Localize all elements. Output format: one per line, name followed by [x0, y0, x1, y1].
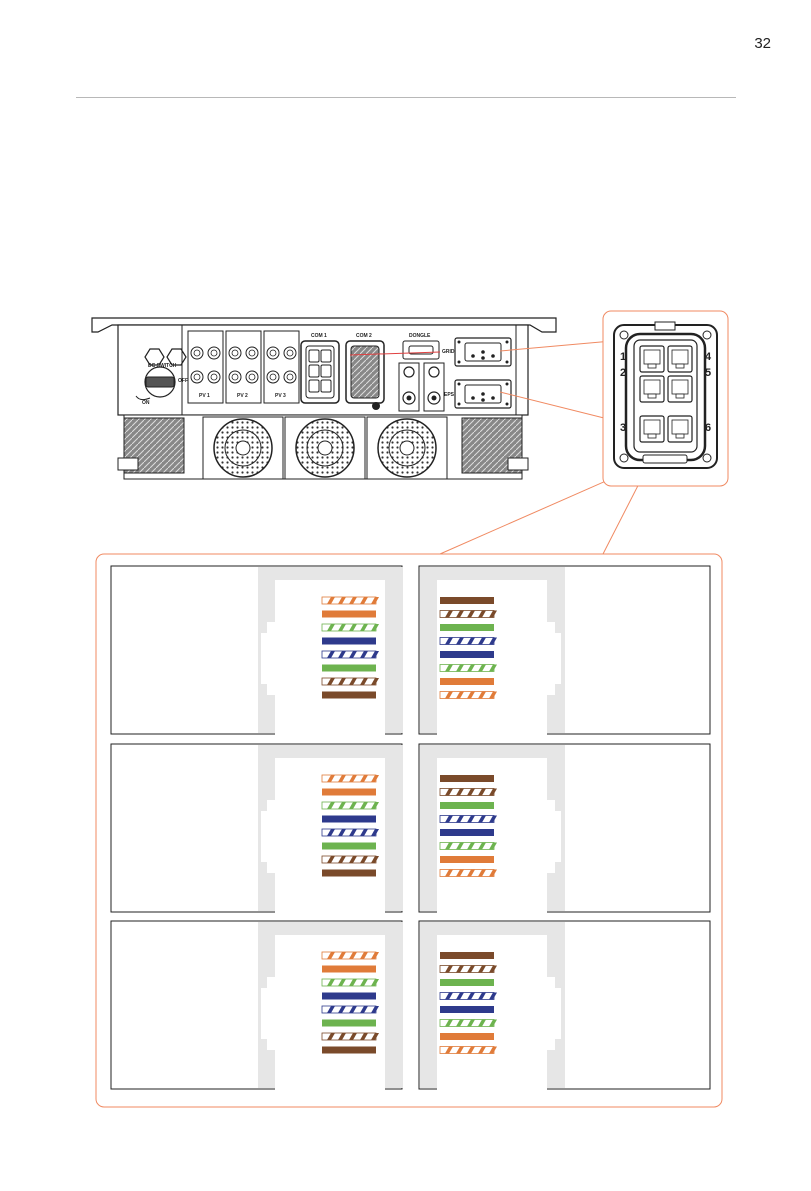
wire-brown	[322, 692, 376, 699]
bat2-port[interactable]	[424, 363, 444, 411]
bat1-port[interactable]	[399, 363, 419, 411]
screw-icon	[620, 454, 628, 462]
wiring-diagram-box	[111, 566, 403, 737]
screw-icon	[620, 331, 628, 339]
eps-label: EPS	[444, 392, 455, 398]
wire-green	[440, 802, 494, 809]
com1-socket	[309, 350, 319, 362]
wiring-diagram-box	[419, 921, 710, 1092]
pin-label-1: 1	[620, 351, 627, 363]
wire-brown	[322, 1047, 376, 1054]
wiring-diagram-box	[419, 566, 710, 737]
inverter-drawing	[92, 318, 556, 479]
wire-brown	[322, 870, 376, 877]
wire-orange	[322, 611, 376, 618]
com2-label: COM 2	[356, 333, 372, 339]
pin-label-5: 5	[705, 367, 712, 379]
com1-socket	[321, 380, 331, 392]
connector-zoom	[603, 311, 728, 486]
wire-brown	[440, 952, 494, 959]
screw-icon	[703, 331, 711, 339]
pin-label-2: 2	[620, 367, 627, 379]
com1-socket	[309, 380, 319, 392]
wire-orange	[440, 856, 494, 863]
grid-label: GRID	[442, 349, 455, 355]
wiring-diagram-box	[419, 744, 710, 915]
page-number: 32	[754, 35, 771, 52]
wire-orange	[322, 789, 376, 796]
com1-socket	[309, 365, 319, 377]
com2-port[interactable]	[346, 341, 384, 403]
wire-blue	[440, 1006, 494, 1013]
wire-green	[322, 1020, 376, 1027]
com1-socket	[321, 350, 331, 362]
pv2-label: PV 2	[237, 393, 248, 399]
pv1-label: PV 1	[199, 393, 210, 399]
pin-label-4: 4	[705, 351, 712, 363]
wiring-diagram-box	[111, 744, 403, 915]
wire-blue	[322, 816, 376, 823]
vent-plug-icon	[372, 402, 380, 410]
wire-green	[322, 665, 376, 672]
pv3-label: PV 3	[275, 393, 286, 399]
wire-green	[322, 843, 376, 850]
wire-blue	[322, 638, 376, 645]
wire-green	[440, 624, 494, 631]
wire-brown	[440, 775, 494, 782]
wire-brown	[440, 597, 494, 604]
dc-switch-label: DC SWITCH	[148, 363, 177, 369]
wire-orange	[322, 966, 376, 973]
wire-blue	[440, 651, 494, 658]
grid-port[interactable]	[455, 338, 511, 366]
wiring-diagram-box	[111, 921, 403, 1092]
com1-label: COM 1	[311, 333, 327, 339]
pin-label-6: 6	[705, 422, 712, 434]
dongle-label: DONGLE	[409, 333, 431, 339]
wire-green	[440, 979, 494, 986]
wire-orange	[440, 1033, 494, 1040]
wire-blue	[322, 993, 376, 1000]
dc-switch-off-label: OFF	[178, 378, 188, 384]
wire-blue	[440, 829, 494, 836]
eps-port[interactable]	[455, 380, 511, 408]
screw-icon	[703, 454, 711, 462]
dongle-port[interactable]	[403, 341, 439, 359]
pin-label-3: 3	[620, 422, 627, 434]
wire-orange	[440, 678, 494, 685]
dc-switch-on-label: ON	[142, 400, 150, 406]
com1-port[interactable]	[301, 341, 339, 403]
com1-socket	[321, 365, 331, 377]
